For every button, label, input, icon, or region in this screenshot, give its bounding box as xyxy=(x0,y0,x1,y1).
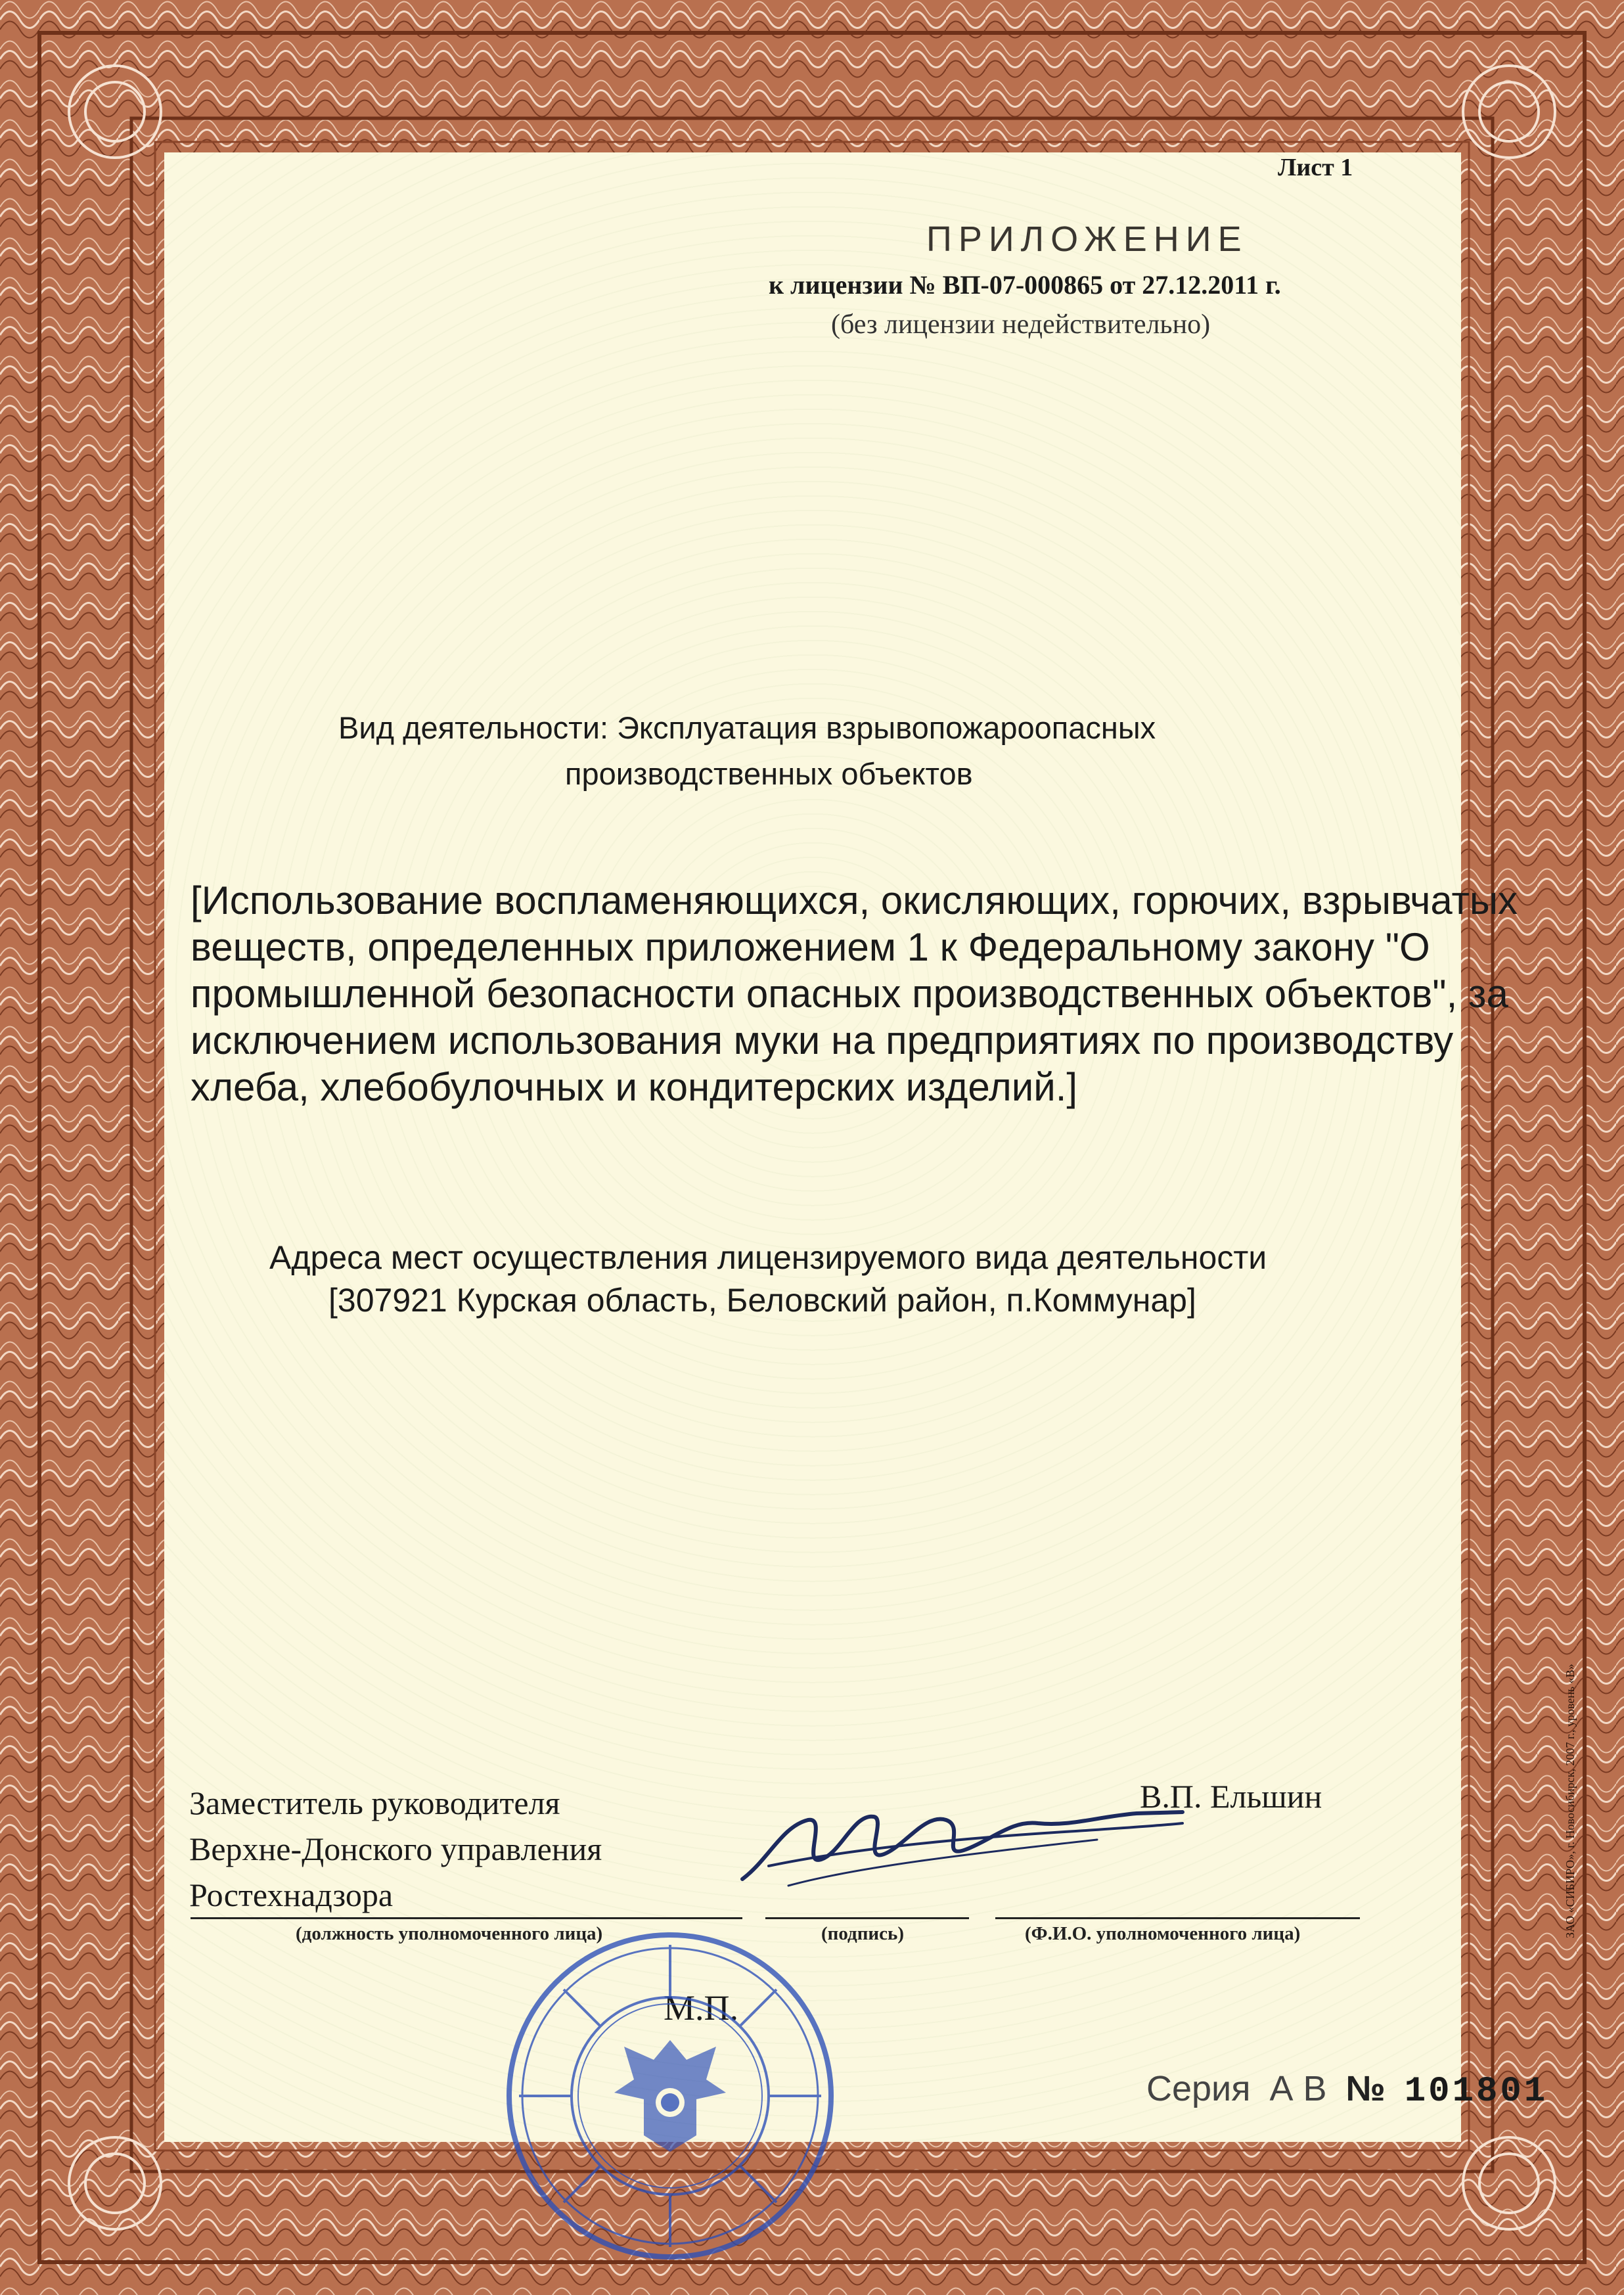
license-reference: к лицензии № ВП-07-000865 от 27.12.2011 г. xyxy=(769,270,1281,300)
signatory-position-3: Ростехнадзора xyxy=(189,1876,394,1913)
series-block xyxy=(1146,2068,1548,2112)
signatory-name: В.П. Ельшин xyxy=(1140,1778,1322,1815)
activity-line-1: Вид деятельности: Эксплуатация взрывопожароопасных xyxy=(338,710,1156,745)
series-letters: А В xyxy=(1269,2069,1327,2108)
activity-line-2: производственных объектов xyxy=(565,756,973,791)
signatory-position-1: Заместитель руководителя xyxy=(189,1784,560,1821)
address-value: [307921 Курская область, Беловский район, п.Коммунар] xyxy=(328,1282,1196,1319)
page-title: ПРИЛОЖЕНИЕ xyxy=(926,219,1248,259)
scope-line: веществ, определенных приложением 1 к Федеральному закону "О xyxy=(191,925,1430,969)
caption-name: (Ф.И.О. уполномоченного лица) xyxy=(1025,1923,1301,1944)
scope-line: исключением использования муки на предприятиях по производству xyxy=(191,1018,1454,1062)
validity-note: (без лицензии недействительно) xyxy=(831,309,1211,340)
scope-line: хлеба, хлебобулочных и кондитерских изделий.] xyxy=(191,1065,1078,1109)
scope-paragraph xyxy=(191,877,1518,1110)
series-label: Серия xyxy=(1146,2069,1251,2108)
stamp-place-label: М.П. xyxy=(664,1988,739,2028)
printer-mark: ЗАО «СИБИРО», г. Новосибирск, 2007 г., уровень «В» xyxy=(1564,1664,1577,1938)
official-seal xyxy=(499,1925,841,2267)
scope-line: [Использование воспламеняющихся, окисляющих, горючих, взрывчатых xyxy=(191,878,1518,922)
series-number-sign: № xyxy=(1345,2069,1386,2108)
name-line xyxy=(995,1917,1360,1919)
sheet-number: Лист 1 xyxy=(1278,154,1353,181)
caption-signature: (подпись) xyxy=(821,1923,904,1944)
signature-line xyxy=(765,1917,969,1919)
position-line xyxy=(191,1917,742,1919)
series-number: 101801 xyxy=(1404,2072,1548,2112)
handwritten-signature xyxy=(729,1787,1189,1905)
scope-line: промышленной безопасности опасных производственных объектов", за xyxy=(191,972,1508,1016)
address-label: Адреса мест осуществления лицензируемого вида деятельности xyxy=(269,1239,1267,1276)
signatory-position-2: Верхне-Донского управления xyxy=(189,1830,602,1867)
caption-position: (должность уполномоченного лица) xyxy=(296,1923,603,1944)
